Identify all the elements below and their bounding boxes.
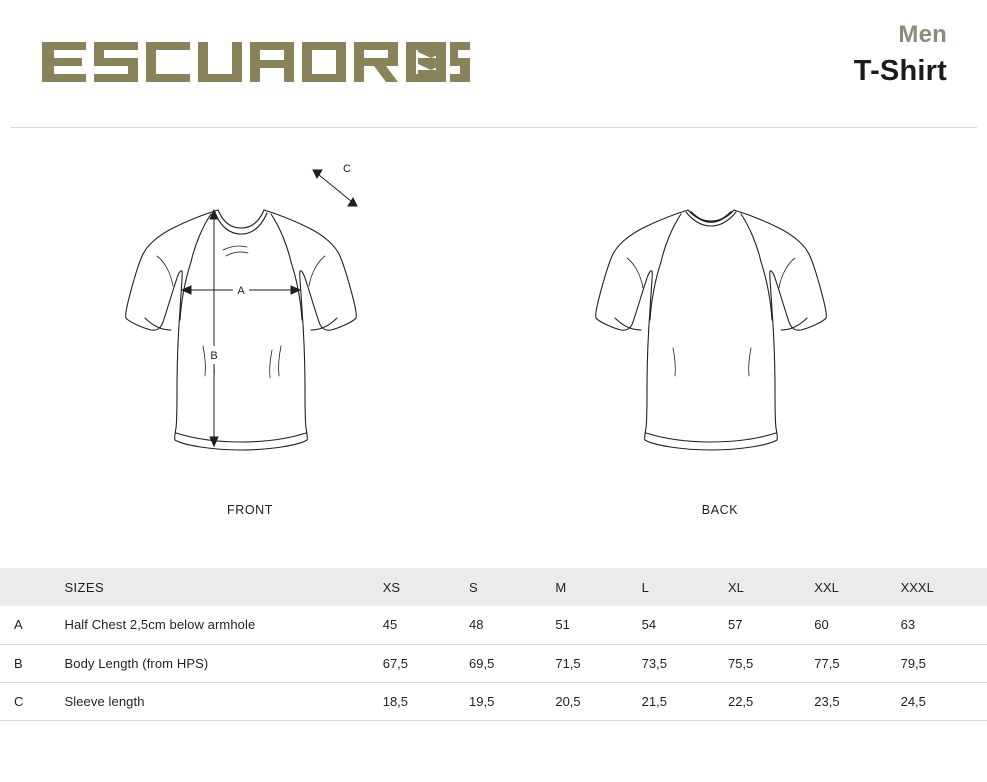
row-b-s: 69,5 <box>469 655 495 671</box>
header-size-s: S <box>469 579 478 595</box>
back-view-caption: BACK <box>701 503 739 517</box>
row-a-l: 54 <box>641 617 657 633</box>
row-a-m: 51 <box>555 617 570 633</box>
tshirt-front-view <box>85 150 415 550</box>
page-header <box>0 0 987 128</box>
header-key <box>0 568 64 606</box>
header-size-m: M <box>555 579 567 595</box>
size-table <box>0 568 987 721</box>
table-header-row <box>0 568 987 606</box>
row-desc-b: Body Length (from HPS) <box>64 655 209 671</box>
front-view-caption: FRONT <box>226 503 274 517</box>
row-c-xs: 18,5 <box>382 693 409 709</box>
row-c-xl: 22,5 <box>727 693 754 709</box>
row-key-c: C <box>14 693 24 709</box>
row-b-xxl: 77,5 <box>814 655 840 671</box>
row-desc-c: Sleeve length <box>64 693 145 709</box>
row-c-l: 21,5 <box>641 693 667 709</box>
row-a-xl: 57 <box>727 617 743 633</box>
header-size-xxxl: XXXL <box>900 579 934 595</box>
row-c-xxl: 23,5 <box>814 693 840 709</box>
row-a-xxl: 60 <box>814 617 829 633</box>
row-b-xs: 67,5 <box>382 655 409 671</box>
marker-a-label: A <box>237 285 245 297</box>
row-c-s: 19,5 <box>469 693 495 709</box>
marker-c-label: C <box>343 163 351 175</box>
header-size-xxl: XXL <box>814 579 839 595</box>
row-b-xl: 75,5 <box>727 655 754 671</box>
table-row <box>0 606 987 644</box>
row-a-xs: 45 <box>382 617 398 633</box>
row-b-m: 71,5 <box>555 655 581 671</box>
size-table-wrapper <box>0 568 987 721</box>
tshirt-back-view <box>555 150 885 550</box>
header-size-xl: XL <box>727 579 744 595</box>
header-product-title: T-Shirt <box>853 55 947 87</box>
marker-b-label: B <box>210 350 218 362</box>
row-c-m: 20,5 <box>555 693 581 709</box>
row-c-xxxl: 24,5 <box>900 693 926 709</box>
brand-logo <box>40 40 470 86</box>
row-desc-a: Half Chest 2,5cm below armhole <box>64 617 256 633</box>
header-size-xs: XS <box>382 579 401 595</box>
row-key-b: B <box>14 655 23 671</box>
header-size-l: L <box>641 579 649 595</box>
header-titles <box>854 20 947 90</box>
header-divider <box>10 127 977 128</box>
header-category: Men <box>898 21 947 48</box>
table-row <box>0 682 987 720</box>
illustration-area <box>0 150 987 550</box>
row-b-l: 73,5 <box>641 655 667 671</box>
table-row <box>0 644 987 682</box>
row-b-xxxl: 79,5 <box>900 655 926 671</box>
row-a-s: 48 <box>469 617 484 633</box>
row-a-xxxl: 63 <box>900 617 916 633</box>
header-sizes: SIZES <box>64 579 105 595</box>
row-key-a: A <box>14 617 23 633</box>
